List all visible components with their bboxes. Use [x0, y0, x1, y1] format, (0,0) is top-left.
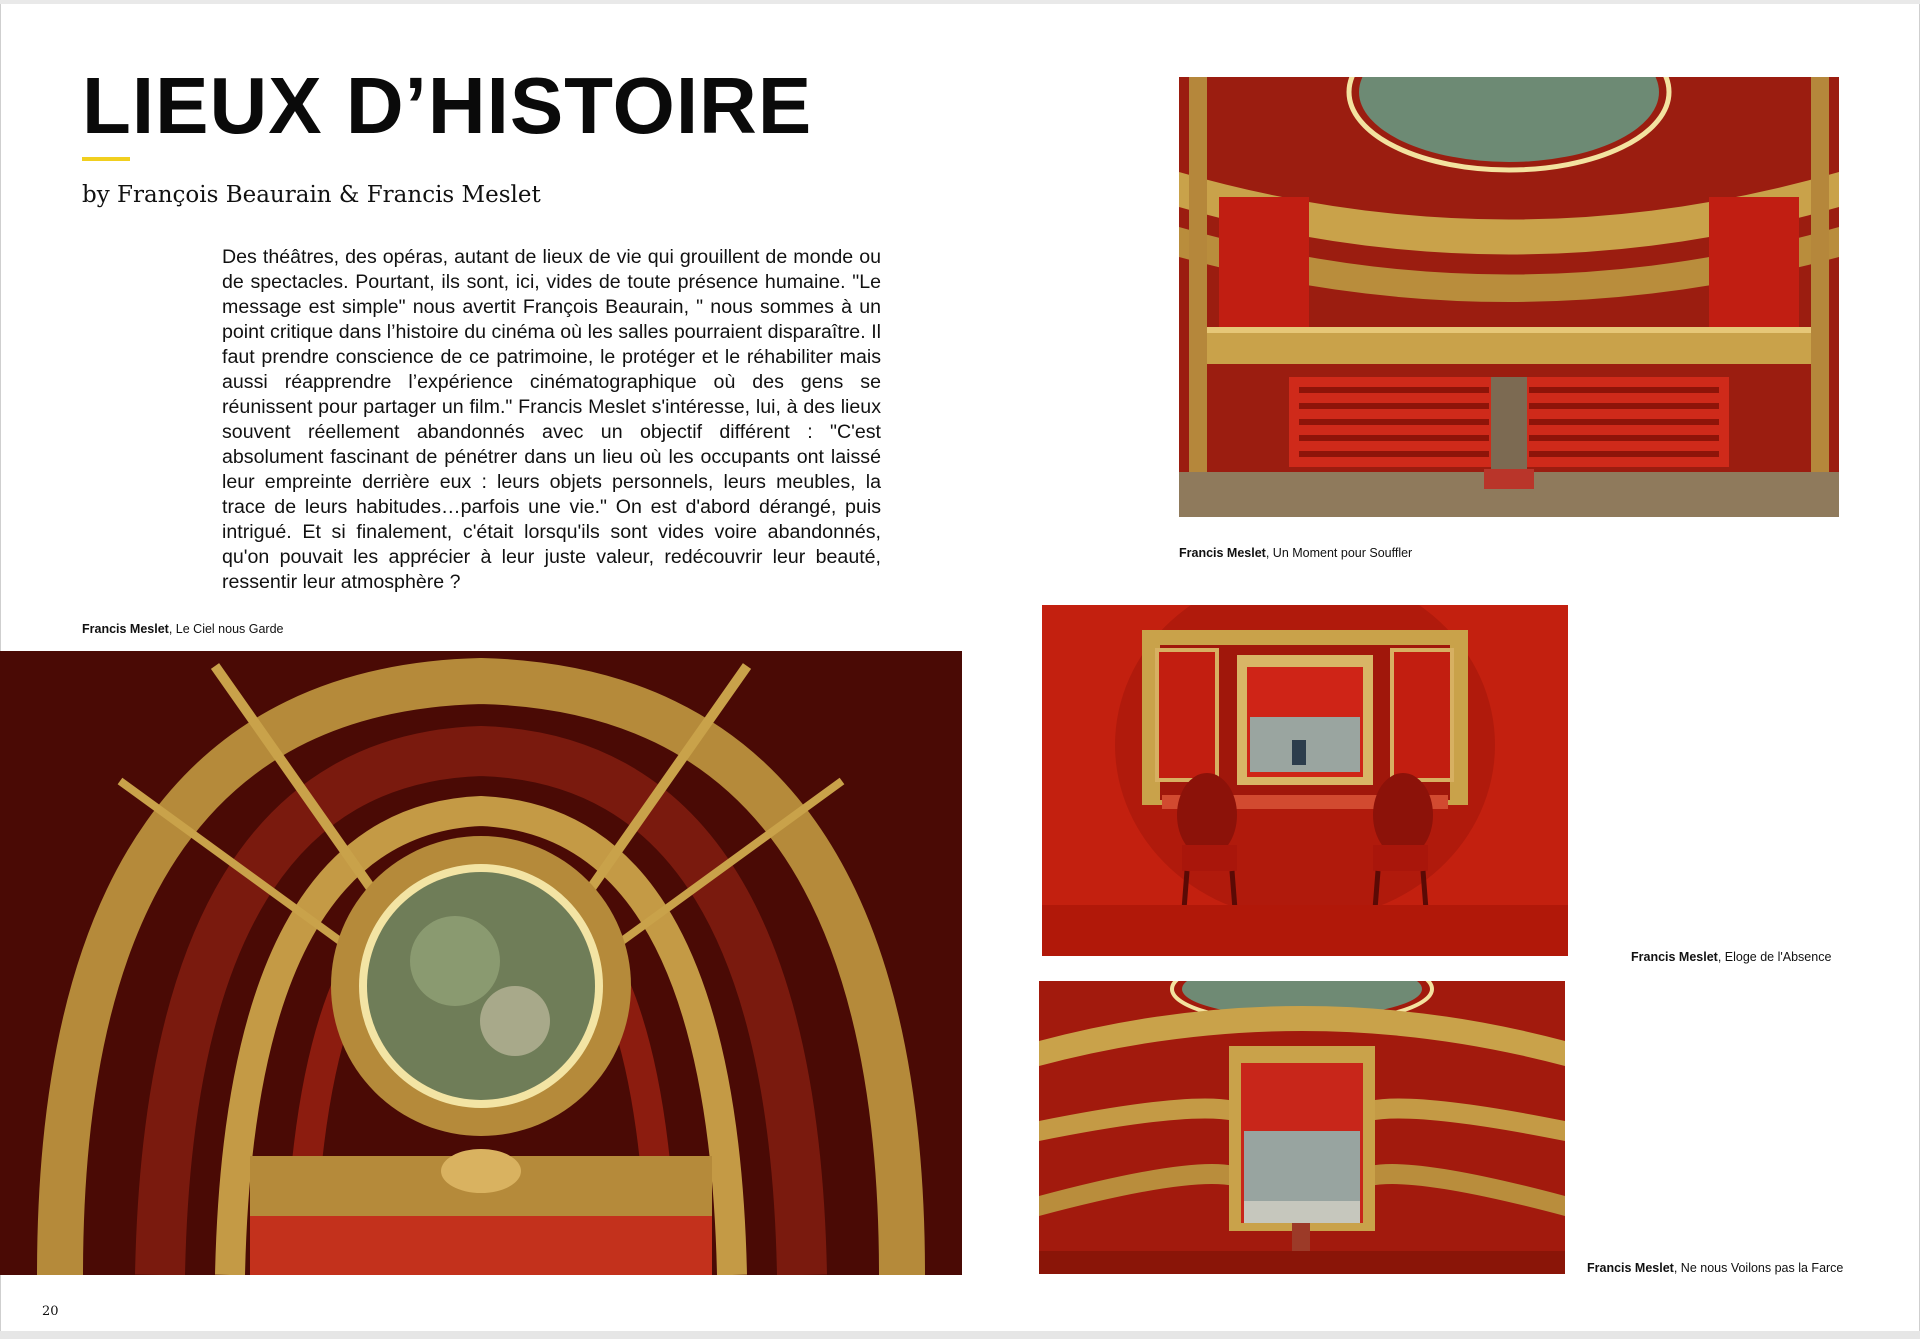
caption-photographer: Francis Meslet [82, 622, 169, 636]
article-title: LIEUX D’HISTOIRE [82, 61, 813, 150]
caption-le-ciel-nous-garde [82, 621, 284, 637]
caption-photographer: Francis Meslet [1631, 950, 1718, 964]
caption-title: , Un Moment pour Souffler [1265, 546, 1413, 560]
page-number: 20 [42, 1304, 59, 1319]
caption-title: , Eloge de l'Absence [1717, 950, 1832, 964]
article-byline: by François Beaurain & Francis Meslet [82, 182, 541, 208]
photo-eloge-de-l-absence [1042, 605, 1568, 956]
caption-photographer: Francis Meslet [1179, 546, 1266, 560]
photo-un-moment-pour-souffler [1179, 77, 1839, 517]
article-intro: Des théâtres, des opéras, autant de lieux de vie qui grouillent de monde ou de spectacles. Pourtant, ils sont, ici, vides de toute présence humaine. "Le message est simple" nous avertit François Beaurain, " nous sommes à un point critique dans l’histoire du cinéma où les salles pourraient disparaître. Il faut prendre conscience de ce patrimoine, le protéger et le réhabiliter mais aussi réapprendre l’expérience cinématographique où des gens se réunissent pour partager un film." Francis Meslet s'intéresse, lui, à des lieux souvent réellement abandonnés avec un objectif différent : "C'est absolument fascinant de pénétrer dans un lieu où les occupants ont laissé leur empreinte derrière eux : leurs objets personnels, leurs meubles, la trace de leurs habitudes…parfois une vie." On est d'abord dérangé, puis intrigué. Et si finalement, c'était lorsqu'ils sont vides voire abandonnés, qu'on pouvait les apprécier à leur juste valeur, redécouvrir leur beauté, ressentir leur atmosphère ? [222, 246, 881, 593]
caption-ne-nous-voilons-pas-la-farce [1587, 1260, 1843, 1276]
photo-ne-nous-voilons-pas-la-farce [1039, 981, 1565, 1274]
caption-eloge-de-l-absence [1631, 949, 1831, 965]
title-accent-rule [82, 157, 130, 161]
photo-le-ciel-nous-garde [0, 651, 962, 1275]
caption-title: , Le Ciel nous Garde [168, 622, 284, 636]
page-top-edge [0, 0, 1920, 4]
caption-un-moment-pour-souffler [1179, 545, 1412, 561]
caption-photographer: Francis Meslet [1587, 1261, 1674, 1275]
page-bottom-edge [0, 1331, 1920, 1339]
caption-title: , Ne nous Voilons pas la Farce [1673, 1261, 1844, 1275]
